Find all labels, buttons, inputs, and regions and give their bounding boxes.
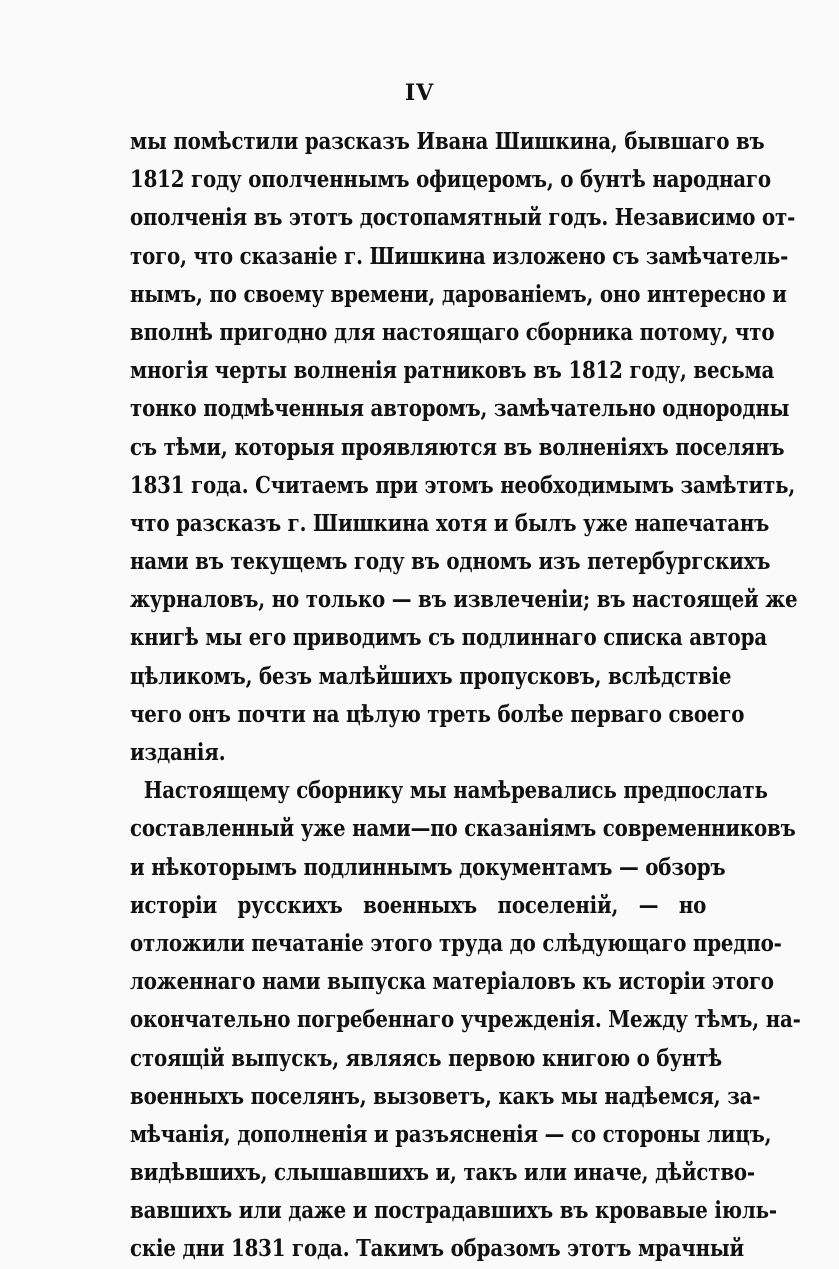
text-line: ложеннаго нами выпуска матеріаловъ къ исторіи этого [130,968,774,996]
text-line: нымъ, по своему времени, дарованіемъ, оно интересно и [130,280,787,308]
text-line: составленный уже нами—по сказаніямъ современниковъ [130,815,796,843]
text-line: Настоящему сборнику мы намѣревались предпослать [143,777,768,805]
text-line: многія черты волненія ратниковъ въ 1812 году, весьма [130,357,775,385]
text-line: что разсказъ г. Шишкина хотя и былъ уже напечатанъ [130,509,770,537]
paragraph-1 [130,123,798,772]
text-line: ополченія въ этотъ достопамятный годъ. Независимо от- [130,204,796,232]
text-line: видѣвшихъ, слышавшихъ и, такъ или иначе, дѣйство- [130,1159,755,1187]
text-line: стоящій выпускъ, являясь первою книгою о бунтѣ [130,1044,723,1072]
text-line: вполнѣ пригодно для настоящаго сборника потому, что [130,318,775,346]
text-line: чего онъ почти на цѣлую треть болѣе перваго своего [130,700,745,728]
text-line: военныхъ поселянъ, вызоветъ, какъ мы надѣемся, за- [130,1082,761,1110]
text-line: мѣчанія, дополненія и разъясненія — со стороны лицъ, [130,1120,772,1148]
body-text [130,123,801,1269]
text-line: исторіи русскихъ военныхъ поселеній, — но [130,891,707,919]
page-number: IV [404,80,435,106]
text-line: 1831 года. Считаемъ при этомъ необходимымъ замѣтить, [130,471,796,499]
text-line: цѣликомъ, безъ малѣйшихъ пропусковъ, вслѣдствіе [130,662,732,690]
text-line: книгѣ мы его приводимъ съ подлиннаго списка автора [130,624,767,652]
text-line: вавшихъ или даже и пострадавшихъ въ кровавые іюль- [130,1197,777,1225]
text-line: 1812 году ополченнымъ офицеромъ, о бунтѣ народнаго [130,166,771,194]
text-line: того, что сказаніе г. Шишкина изложено съ замѣчатель- [130,242,789,270]
text-line: отложили печатаніе этого труда до слѣдующаго предпо- [130,929,782,957]
text-line: изданія. [130,739,226,766]
text-line: окончательно погребеннаго учрежденія. Между тѣмъ, на- [130,1006,801,1034]
paragraph-2 [130,772,801,1268]
text-line: мы помѣстили разсказъ Ивана Шишкина, бывшаго въ [130,128,765,155]
text-line: журналовъ, но только — въ извлеченіи; въ настоящей же [130,586,798,614]
text-line: скіе дни 1831 года. Такимъ образомъ этотъ мрачный [130,1235,745,1263]
text-line: съ тѣми, которыя проявляются въ волненіяхъ поселянъ [130,433,785,461]
text-line: тонко подмѣченныя авторомъ, замѣчательно однородны [130,395,790,423]
text-line: и нѣкоторымъ подлиннымъ документамъ — обзоръ [130,853,726,881]
text-line: нами въ текущемъ году въ одномъ изъ петербургскихъ [130,548,771,576]
